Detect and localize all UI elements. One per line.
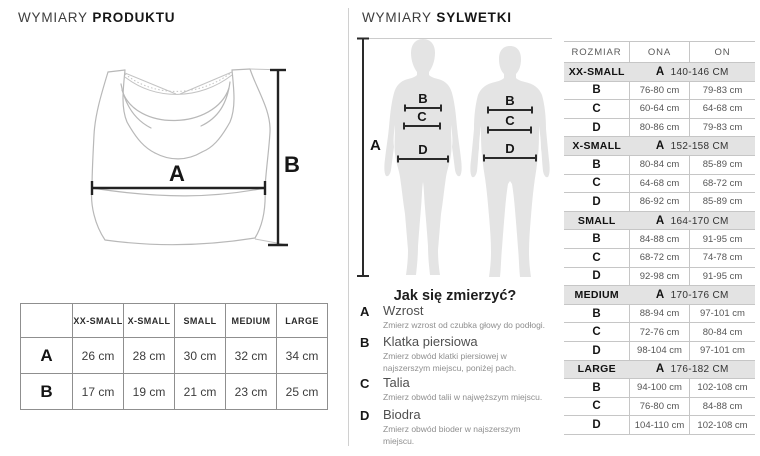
size-name: X-SMALL [564, 137, 630, 156]
title-bold: SYLWETKI [436, 10, 512, 25]
row-letter: B [564, 379, 630, 398]
him-value: 64-68 cm [690, 100, 756, 119]
her-value: 72-76 cm [630, 323, 690, 342]
him-value: 97-101 cm [690, 304, 756, 323]
instruction-desc: Zmierz obwód bioder w najszerszym miejscu. [383, 424, 521, 446]
him-value: 102-108 cm [690, 416, 756, 435]
measure-instruction [360, 303, 552, 332]
her-value: 104-110 cm [630, 416, 690, 435]
him-value: 84-88 cm [690, 397, 756, 416]
female-silhouette [384, 39, 461, 275]
title-bold: PRODUKTU [92, 10, 176, 25]
row-label: A [21, 338, 73, 374]
her-value: 64-68 cm [630, 174, 690, 193]
her-value: 98-104 cm [630, 341, 690, 360]
height-measure-line [357, 39, 381, 277]
measure-cell: 17 cm [73, 374, 124, 410]
bra-diagram [85, 60, 310, 250]
measure-cell: 23 cm [226, 374, 277, 410]
instruction-name: Klatka piersiowa [383, 334, 478, 349]
column-header: ROZMIAR [564, 42, 630, 63]
size-name: SMALL [564, 211, 630, 230]
measurement-row [564, 323, 755, 342]
instruction-name: Talia [383, 375, 410, 390]
him-value: 85-89 cm [690, 193, 756, 212]
height-label: B [284, 152, 300, 177]
him-value: 91-95 cm [690, 267, 756, 286]
instruction-desc: Zmierz wzrost od czubka głowy do podłogi. [383, 320, 546, 330]
row-letter: C [564, 248, 630, 267]
height-range: A 152-158 CM [630, 137, 756, 156]
her-value: 86-92 cm [630, 193, 690, 212]
measurement-row [564, 267, 755, 286]
body-dimensions-title [362, 10, 512, 25]
row-letter: B [564, 81, 630, 100]
measurement-row [564, 81, 755, 100]
measurement-row [564, 155, 755, 174]
measure-cell: 34 cm [277, 338, 328, 374]
him-value: 74-78 cm [690, 248, 756, 267]
waist-label: C [505, 113, 515, 128]
section-divider [348, 8, 349, 446]
title-regular: WYMIARY [18, 10, 88, 25]
product-size-table [20, 303, 328, 410]
row-letter: B [564, 230, 630, 249]
size-name: LARGE [564, 360, 630, 379]
bra-sketch [92, 69, 288, 245]
row-letter: B [564, 155, 630, 174]
instruction-desc: Zmierz obwód klatki piersiowej w najszerszym miejscu, poniżej pach. [383, 351, 517, 373]
row-letter: C [564, 100, 630, 119]
row-letter: D [564, 267, 630, 286]
measurement-row [564, 193, 755, 212]
measure-instruction [360, 407, 552, 448]
measure-cell: 21 cm [175, 374, 226, 410]
header-row [21, 304, 328, 338]
size-column-header: LARGE [277, 304, 328, 338]
table-row [21, 374, 328, 410]
height-measure-line [268, 70, 300, 245]
title-regular: WYMIARY [362, 10, 432, 25]
him-value: 79-83 cm [690, 81, 756, 100]
size-column-header: SMALL [175, 304, 226, 338]
her-value: 60-64 cm [630, 100, 690, 119]
chest-label: B [505, 93, 515, 108]
him-value: 97-101 cm [690, 341, 756, 360]
size-group-row [564, 360, 755, 379]
row-letter: D [564, 118, 630, 137]
hips-label: D [505, 141, 515, 156]
size-group-row [564, 137, 755, 156]
measure-cell: 30 cm [175, 338, 226, 374]
her-value: 94-100 cm [630, 379, 690, 398]
measurement-row [564, 230, 755, 249]
measure-cell: 19 cm [124, 374, 175, 410]
size-column-header: XX-SMALL [73, 304, 124, 338]
instruction-letter: A [360, 304, 370, 319]
measurement-row [564, 416, 755, 435]
measure-cell: 32 cm [226, 338, 277, 374]
silhouette-diagram [355, 30, 555, 285]
him-value: 85-89 cm [690, 155, 756, 174]
her-value: 76-80 cm [630, 397, 690, 416]
column-header: ON [690, 42, 756, 63]
row-letter: B [564, 304, 630, 323]
width-measure-line [92, 161, 265, 195]
measurement-row [564, 248, 755, 267]
measurement-row [564, 174, 755, 193]
chest-label: B [418, 91, 428, 106]
height-range: A 140-146 CM [630, 63, 756, 82]
row-letter: D [564, 416, 630, 435]
size-group-row [564, 286, 755, 305]
height-range: A 176-182 CM [630, 360, 756, 379]
waist-label: C [417, 109, 427, 124]
male-silhouette [470, 46, 549, 277]
her-value: 80-84 cm [630, 155, 690, 174]
him-value: 79-83 cm [690, 118, 756, 137]
her-value: 76-80 cm [630, 81, 690, 100]
her-value: 84-88 cm [630, 230, 690, 249]
measure-instruction [360, 334, 552, 375]
her-value: 68-72 cm [630, 248, 690, 267]
width-label: A [169, 161, 185, 186]
how-to-measure-heading: Jak się zmierzyć? [393, 288, 517, 304]
her-value: 88-94 cm [630, 304, 690, 323]
size-group-row [564, 211, 755, 230]
product-dimensions-title [18, 10, 175, 25]
instruction-desc: Zmierz obwód talii w najwęższym miejscu. [383, 392, 543, 402]
size-column-header: MEDIUM [226, 304, 277, 338]
measurement-row [564, 341, 755, 360]
him-value: 102-108 cm [690, 379, 756, 398]
size-name: MEDIUM [564, 286, 630, 305]
him-value: 91-95 cm [690, 230, 756, 249]
header-row [564, 42, 755, 63]
measurement-row [564, 100, 755, 119]
height-label: A [370, 137, 381, 154]
row-label: B [21, 374, 73, 410]
instruction-name: Biodra [383, 407, 421, 422]
measure-cell: 26 cm [73, 338, 124, 374]
instruction-letter: B [360, 335, 370, 350]
measurement-row [564, 397, 755, 416]
hips-label: D [418, 142, 428, 157]
table-row [21, 338, 328, 374]
him-value: 80-84 cm [690, 323, 756, 342]
column-header: ONA [630, 42, 690, 63]
measurement-row [564, 304, 755, 323]
row-letter: C [564, 323, 630, 342]
instruction-name: Wzrost [383, 303, 424, 318]
measure-cell: 28 cm [124, 338, 175, 374]
height-range: A 170-176 CM [630, 286, 756, 305]
her-value: 92-98 cm [630, 267, 690, 286]
instruction-letter: D [360, 408, 370, 423]
measure-cell: 25 cm [277, 374, 328, 410]
height-range: A 164-170 CM [630, 211, 756, 230]
row-letter: D [564, 341, 630, 360]
row-letter: C [564, 397, 630, 416]
instruction-letter: C [360, 376, 370, 391]
measurement-row [564, 379, 755, 398]
size-name: XX-SMALL [564, 63, 630, 82]
measure-instruction [360, 375, 552, 404]
him-value: 68-72 cm [690, 174, 756, 193]
corner-cell [21, 304, 73, 338]
measurement-row [564, 118, 755, 137]
her-value: 80-86 cm [630, 118, 690, 137]
row-letter: C [564, 174, 630, 193]
row-letter: D [564, 193, 630, 212]
body-size-table [564, 41, 755, 435]
size-group-row [564, 63, 755, 82]
size-column-header: X-SMALL [124, 304, 175, 338]
